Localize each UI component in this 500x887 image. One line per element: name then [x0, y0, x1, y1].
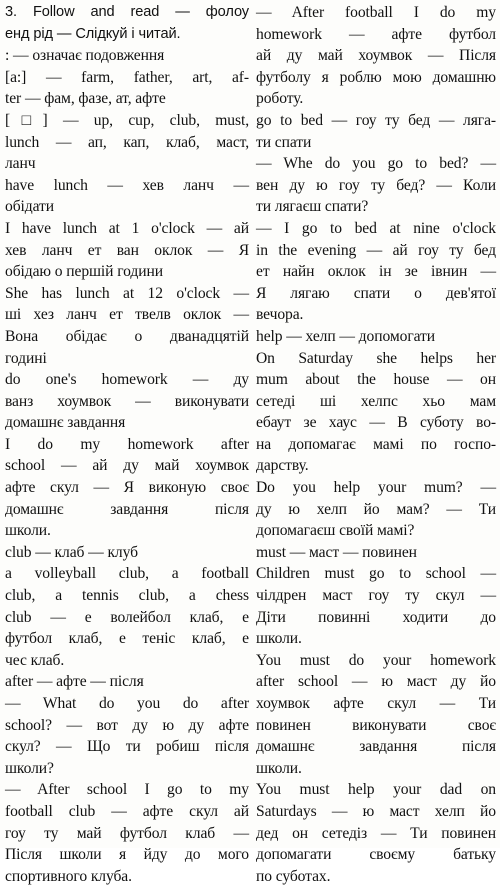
right-column-line: — Whe do you go to bed? —	[256, 155, 496, 173]
left-column-line: lunch — ап, кап, клаб, маст,	[5, 133, 249, 151]
right-column-line: дарству.	[256, 457, 309, 475]
right-column-line: after school — ю маст ду йо	[256, 673, 496, 691]
right-column-line: Я лягаю спати о дев'ятої	[256, 284, 496, 302]
right-column-line: ти лягаєш спати?	[256, 198, 369, 216]
right-column-line: допомагаєш своїй мамі?	[256, 522, 415, 540]
right-column-line: Діти повинні ходити до	[256, 608, 496, 626]
right-column-line: дед он сетедіз — Ти повинен	[256, 824, 496, 842]
left-column-line: гоу ту май футбол клаб —	[5, 824, 249, 842]
right-column-line: Do you help your mum? —	[256, 479, 496, 497]
left-column-line: школи?	[5, 759, 54, 777]
left-column-line: [a:] — farm, father, art, af-	[5, 68, 249, 86]
right-column-line: сетеді ші хелпс хьо мам	[256, 392, 496, 410]
right-column-line: help — хелп — допомогати	[256, 327, 435, 345]
right-column-line: школи.	[256, 630, 302, 648]
left-column-line: ланч	[5, 155, 36, 173]
right-column-line: must — маст — повинен	[256, 543, 417, 561]
right-column-line: на допомагає мамі по госпо-	[256, 435, 496, 453]
left-column-line: : — означає подовження	[5, 47, 165, 65]
left-column-line: афте скул — Я виконую своє	[5, 479, 249, 497]
left-column-line: хев ланч ет ван оклок — Я	[5, 241, 249, 259]
left-column-line: годині	[5, 349, 47, 367]
left-column-line: [□] — up, cup, club, must,	[5, 111, 249, 129]
right-column-line: ти спати	[256, 133, 312, 151]
right-column-line: домашнє завдання після	[256, 738, 496, 756]
right-column-line: повинен виконувати своє	[256, 716, 496, 734]
left-column-line: do one's homework — ду	[5, 371, 249, 389]
right-column-line: — After football I do my	[256, 4, 496, 21]
right-column-line: ду ю хелп йо мам? — Ти	[256, 500, 496, 518]
left-column-line: ter — фам, фазе, ат, афте	[5, 90, 166, 108]
right-column-line: футболу я роблю мою домашню	[256, 68, 496, 86]
left-column-line: I have lunch at 1 o'clock — ай	[5, 219, 249, 237]
left-column-line: a volleyball club, a football	[5, 565, 249, 583]
left-column-line: Вона обідає о дванадцятій	[5, 327, 249, 345]
right-column-line: вен ду ю гоу ту бед? — Коли	[256, 176, 496, 194]
right-column-line: ай ду май хоумвок — Після	[256, 47, 496, 65]
right-column-line: роботу.	[256, 90, 304, 108]
right-column-line: ет найн оклок ін зе івнин —	[256, 263, 496, 281]
right-column-line: по суботах.	[256, 867, 331, 885]
right-column-line: Children must go to school —	[256, 565, 496, 583]
left-column-line: школи.	[5, 522, 51, 540]
right-column-line: — I go to bed at nine o'clock	[256, 219, 496, 237]
left-column-line: club — е волейбол клаб, е	[5, 608, 249, 626]
right-column-line: go to bed — гоу ту бед — ляга-	[256, 111, 496, 129]
right-column-line: Saturdays — ю маст хелп йо	[256, 802, 496, 820]
right-column-line: ебаут зе хаус — В суботу во-	[256, 414, 496, 432]
right-column-line: You must help your dad on	[256, 781, 496, 799]
left-column-line: club — клаб — клуб	[5, 543, 138, 561]
right-column-line: вечора.	[256, 306, 304, 324]
left-column-line: обідати	[5, 198, 54, 216]
column-gutter	[250, 0, 251, 848]
left-column-line: I do my homework after	[5, 435, 249, 453]
left-column-line: club, a tennis club, a chess	[5, 587, 249, 605]
left-column	[5, 2, 249, 887]
left-column-line: домашнє завдання після	[5, 500, 249, 518]
right-column-line: школи.	[256, 759, 302, 777]
left-column-line: енд рід — Слідкуй і читай.	[5, 25, 181, 42]
left-column-line: 3. Follow and read — фолоу	[5, 4, 249, 20]
left-column-line: домашнє завдання	[5, 414, 126, 432]
left-column-line: ванз хоумвок — виконувати	[5, 392, 249, 410]
left-column-line: спортивного клуба.	[5, 867, 132, 885]
right-column-line: in the evening — ай гоу ту бед	[256, 241, 496, 259]
left-column-line: have lunch — хев ланч —	[5, 176, 249, 194]
left-column-line: футбол клаб, е теніс клаб, е	[5, 630, 249, 648]
left-column-line: school? — вот ду ю ду афте	[5, 716, 249, 734]
left-column-line: — What do you do after	[5, 695, 249, 712]
left-column-line: обідаю о першій години	[5, 263, 163, 281]
left-column-line: чес клаб.	[5, 651, 65, 669]
right-column-line: допомагати своєму батьку	[256, 846, 496, 864]
right-column-line: хоумвок афте скул — Ти	[256, 695, 496, 712]
left-column-line: football club — афте скул ай	[5, 802, 249, 820]
right-column-line: homework — афте футбол	[256, 25, 496, 43]
left-column-line: school — ай ду май хоумвок	[5, 457, 249, 475]
right-column-line: On Saturday she helps her	[256, 349, 496, 367]
left-column-line: She has lunch at 12 o'clock —	[5, 284, 249, 302]
left-column-line: after — афте — після	[5, 673, 144, 691]
right-column-line: mum about the house — он	[256, 371, 496, 389]
left-column-line: ші хез ланч ет твелв оклок —	[5, 306, 249, 324]
right-column-line: чілдрен маст гоу ту скул —	[256, 587, 496, 605]
right-column	[256, 2, 496, 887]
left-column-line: — After school I go to my	[5, 781, 249, 799]
right-column-line: You must do your homework	[256, 651, 496, 669]
left-column-line: скул? — Що ти робиш після	[5, 738, 249, 756]
left-column-line: Після школи я йду до мого	[5, 846, 249, 864]
